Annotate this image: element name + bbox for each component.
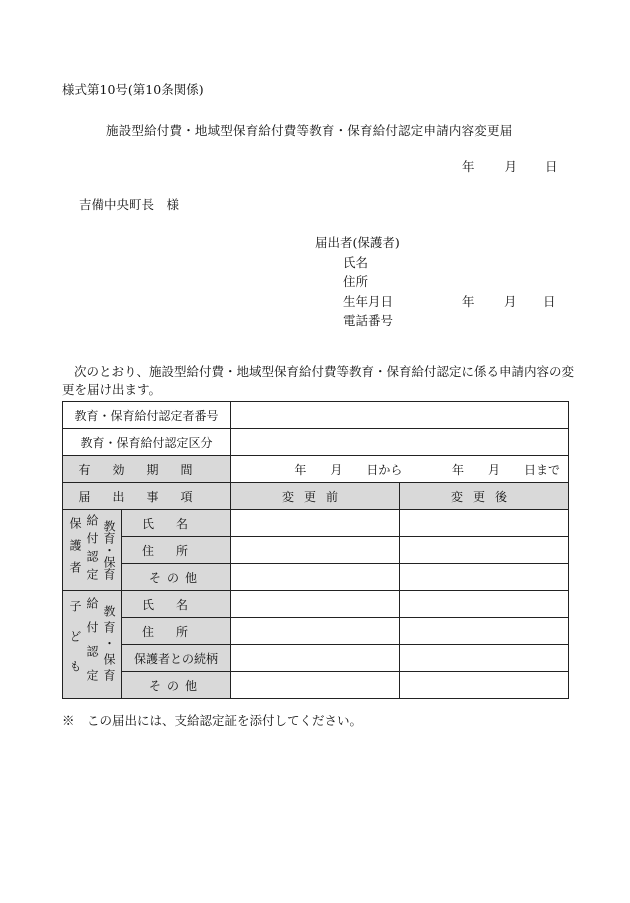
- applicant-birthdate-row: [343, 292, 556, 312]
- guardian-other-after[interactable]: [400, 564, 569, 591]
- guardian-section-label: [63, 510, 122, 591]
- applicant-birthdate-label: 生年月日: [343, 293, 394, 309]
- after-header: 変更後: [400, 483, 569, 510]
- child-relation-after[interactable]: [400, 645, 569, 672]
- change-form-table: [62, 401, 569, 699]
- child-name-label: 氏名: [122, 591, 231, 618]
- validity-period-field[interactable]: [231, 456, 569, 483]
- validity-to: 年 月 日まで: [452, 462, 561, 477]
- cert-number-field[interactable]: [231, 402, 569, 429]
- guardian-other-before[interactable]: [231, 564, 400, 591]
- child-section-label: [63, 591, 122, 699]
- child-name-after[interactable]: [400, 591, 569, 618]
- item-header: 届出事項: [63, 483, 231, 510]
- child-label-col2: 給付認定: [85, 596, 99, 693]
- child-other-label: その他: [122, 672, 231, 699]
- date-year: 年: [462, 159, 475, 174]
- attachment-note: ※ この届出には、支給認定証を添付してください。: [62, 713, 363, 728]
- intro-text: 次のとおり、施設型給付費・地域型保育給付費等教育・保育給付認定に係る申請内容の変更を届け出ます。: [62, 364, 575, 397]
- before-header: 変更前: [231, 483, 400, 510]
- applicant-phone-label: 電話番号: [343, 313, 394, 328]
- cert-category-label: 教育・保育給付認定区分: [63, 429, 231, 456]
- birth-year-label: 年: [462, 293, 475, 309]
- cert-category-field[interactable]: [231, 429, 569, 456]
- validity-label: 有効期間: [63, 456, 231, 483]
- guardian-name-after[interactable]: [400, 510, 569, 537]
- child-relation-label: 保護者との続柄: [122, 645, 231, 672]
- child-relation-before[interactable]: [231, 645, 400, 672]
- child-address-before[interactable]: [231, 618, 400, 645]
- date-month: 月: [504, 159, 518, 174]
- addressee: 吉備中央町長 様: [79, 197, 180, 212]
- child-other-after[interactable]: [400, 672, 569, 699]
- guardian-label-col3: 教育・保育: [102, 520, 116, 580]
- guardian-name-label: 氏名: [122, 510, 231, 537]
- child-name-before[interactable]: [231, 591, 400, 618]
- date-day: 日: [545, 159, 558, 174]
- applicant-heading: 届出者(保護者): [315, 235, 400, 250]
- guardian-label-col2: 給付認定: [85, 514, 99, 586]
- child-other-before[interactable]: [231, 672, 400, 699]
- child-label-col1: 子ども: [68, 599, 82, 690]
- guardian-address-after[interactable]: [400, 537, 569, 564]
- form-number: 様式第10号(第10条関係): [62, 82, 204, 97]
- submission-date: [462, 157, 558, 175]
- guardian-address-before[interactable]: [231, 537, 400, 564]
- child-label-col3: 教育・保育: [102, 604, 116, 685]
- applicant-address-label: 住所: [343, 274, 369, 289]
- applicant-block: [315, 233, 556, 331]
- child-address-label: 住所: [122, 618, 231, 645]
- applicant-name-label: 氏名: [343, 254, 369, 270]
- guardian-address-label: 住所: [122, 537, 231, 564]
- child-address-after[interactable]: [400, 618, 569, 645]
- guardian-name-before[interactable]: [231, 510, 400, 537]
- birth-day-label: 日: [543, 293, 556, 309]
- birth-month-label: 月: [504, 293, 517, 309]
- form-title: 施設型給付費・地域型保育給付費等教育・保育給付認定申請内容変更届: [106, 123, 513, 138]
- guardian-other-label: その他: [122, 564, 231, 591]
- cert-number-label: 教育・保育給付認定者番号: [63, 402, 231, 429]
- guardian-label-col1: 保護者: [68, 517, 82, 583]
- validity-from: 年 月 日から: [294, 462, 403, 477]
